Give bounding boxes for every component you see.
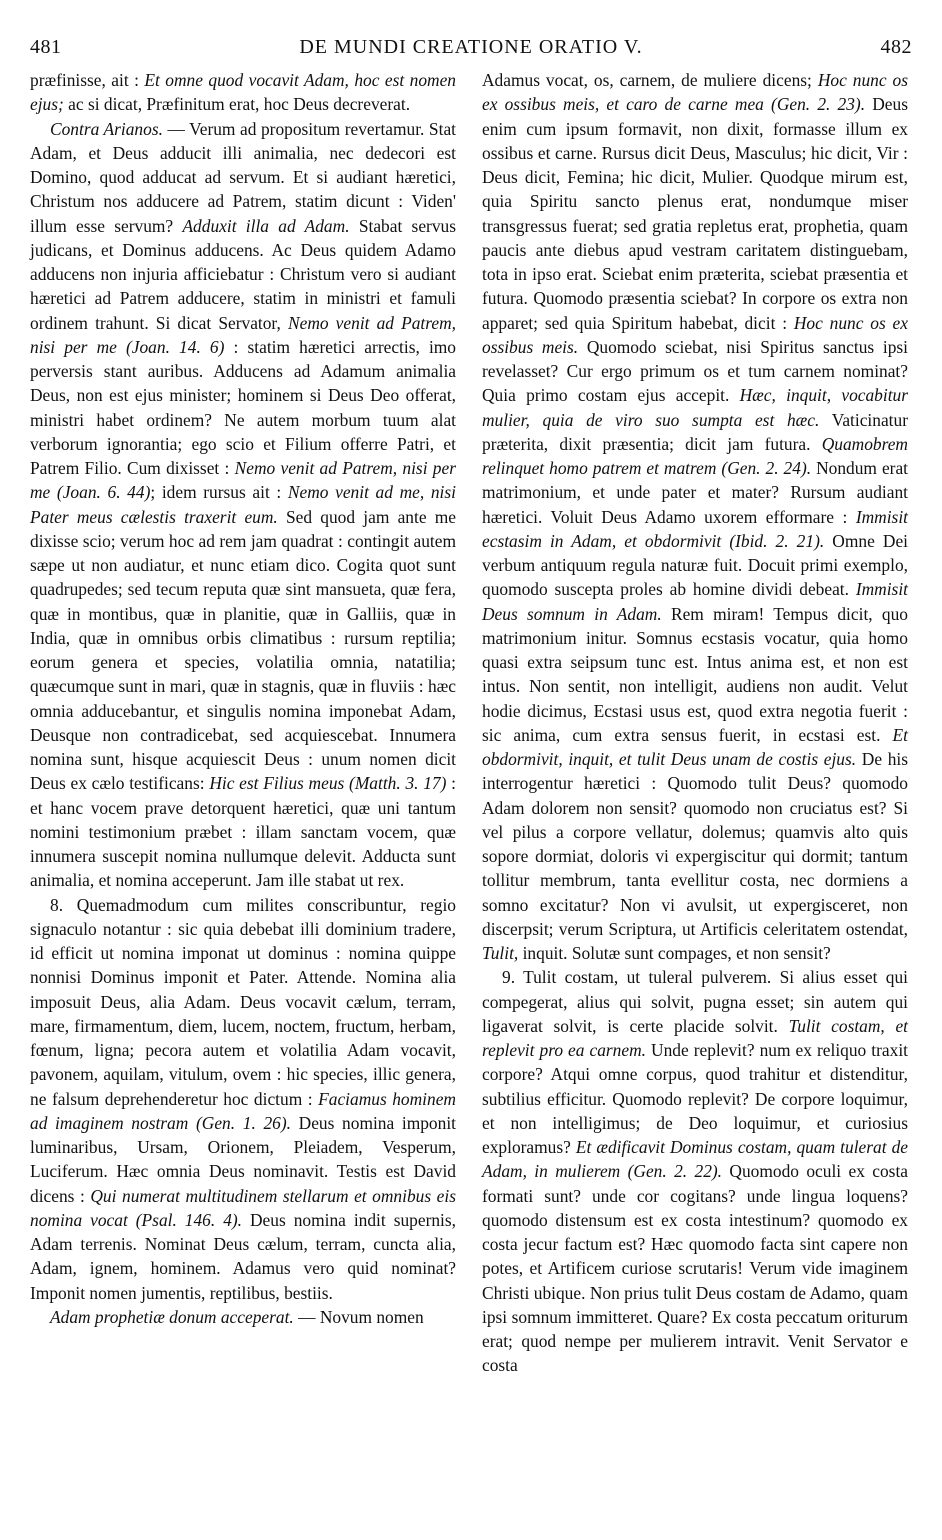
text-run: — Novum nomen: [293, 1306, 424, 1327]
italic-run: Quamobrem relinquet homo patrem et matrem (Gen. 2. 24).: [482, 433, 908, 478]
right-column: [482, 68, 908, 1378]
text-run: inquit. Solutæ sunt compages, et non sensit?: [518, 943, 831, 963]
italic-run: Qui numerat multitudinem stellarum et omnibus eis nomina vocat (Psal. 146. 4).: [30, 1185, 456, 1230]
text-run: Deus nomina imponit luminaribus, Ursam, Orionem, Pleiadem, Vesperum, Luciferum. Hæc omnia Deus nominavit. Testis est David dicens :: [30, 1112, 456, 1206]
text-run: Omne Dei verbum antiquum regula naturæ fuit. Docuit primi exemplo, quomodo suscepta proles ab homine dividi debeat.: [482, 530, 908, 600]
text-run: Vaticinatur præterita, dixit præsentia; dicit jam futura.: [482, 409, 908, 454]
italic-run: Immisit ecstasim in Adam, et obdormivit (Ibid. 2. 21).: [482, 506, 908, 551]
italic-run: Adam prophetiæ donum acceperat.: [50, 1306, 294, 1327]
italic-run: Tulit,: [482, 943, 519, 963]
running-title: DE MUNDI CREATIONE ORATIO V.: [299, 36, 643, 58]
left-column: [30, 68, 456, 1329]
text-run: ; idem rursus ait :: [150, 482, 288, 503]
running-head: [30, 36, 912, 62]
paragraph: [482, 68, 908, 965]
text-run: 9. Tulit costam, ut tuleral pulverem. Si alius esset qui compegerat, alius qui solvit, pugna esset; sin autem qui ligaverat solvit, is certe placide solvit.: [482, 967, 908, 1036]
italic-run: Hæc, inquit, vocabitur mulier, quia de viro suo sumpta est hæc.: [482, 385, 908, 430]
italic-run: Nemo venit ad Patrem, nisi per me (Joan. 6. 44): [30, 458, 456, 503]
text-run: præfinisse, ait :: [30, 70, 145, 90]
page-number-right: 482: [880, 36, 912, 58]
text-run: 8. Quemadmodum cum milites conscribuntur, regio signaculo notantur : sic quia debebat illi dominium tradere, id efficit ut nomina imponat ut dominus : nomina quippe nonnisi Dominus imponit et Pater. Attende. Nomina alia imposuit Deus, alia Adam. Deus vocavit cælum, terram, mare, firmamentum, diem, lucem, noctem, fructum, herbam, fœnum, ligna; pecora autem et volatilia Adam vocavit, pavonem, aquilam, vitulum, ovem : hic species, illic genera, ne falsum deprehenderetur hoc dictum :: [30, 894, 456, 1109]
paragraph: [482, 965, 908, 1377]
text-run: Quomodo sciebat, nisi Spiritus sanctus ipsi revelasset? Cur ergo primum os et tum carnem nominat? Quia primo costam ejus accepit.: [482, 336, 909, 406]
italic-run: Hoc nunc os ex ossibus meis, et caro de carne mea (Gen. 2. 23).: [482, 70, 908, 115]
text-run: De his interrogentur hæretici : Quomodo tulit Deus? quomodo Adam dolorem non sensit? quomodo non cruciatus est? Si vel pilus a corpore vellatur, dolemus; quamvis alto quis sopore dormiat, doloris vi expergiscitur qui dormit; tantum tollitur membrum, tanta evellitur costa, nec dormiens a somno excitatur? Non vi avulsit, ut expergisceret, non discerpsit; verum Scriptura, ut Artificis celeritatem ostendat,: [482, 749, 908, 939]
italic-run: Faciamus hominem ad imaginem nostram (Gen. 1. 26).: [30, 1088, 456, 1133]
italic-run: Adduxit illa ad Adam.: [182, 215, 350, 236]
text-run: Deus nomina indit supernis, Adam terrenis. Nominat Deus cælum, terram, cuncta alia, Adam, ignem, hominem. Adamus vero quid nominat? Imponit nomen jumentis, reptilibus, bestiis.: [30, 1209, 456, 1303]
page-number-left: 481: [30, 36, 62, 58]
text-run: Sed quod jam ante me dixisse scio; verum hoc ad rem jam quadrat : contingit autem sæpe ut non audiatur, et nunc etiam dico. Cogita quot sunt quadrupedes; sed tecum reputa quæ sint mansueta, quæ fera, quæ in montibus, quæ in planitie, quæ in Galliis, quæ in India, quæ in omnibus orbis climatibus : rursum reptilia; eorum genera et species, volatilia omnia, natatilia; quæcumque sunt in mari, quæ in stagnis, quæ in fluviis : hæc omnia adducebantur, et singulis nomina imponebat Adam, Deusque non contradicebat, sed acquiescebat. Innumera nomina sunt, hisque acquiescit Deus : unum nomen dicit Deus ex cælo testificans:: [30, 506, 456, 794]
italic-run: Et omne quod vocavit Adam, hoc est nomen ejus;: [30, 70, 456, 115]
italic-run: Nemo venit ad Patrem, nisi per me (Joan. 14. 6): [30, 312, 456, 357]
italic-run: Hic est Filius meus (Matth. 3. 17): [209, 773, 447, 794]
text-run: : et hanc vocem prave detorquent hæretici, quæ uni tantum nomini testimonium præbet : illam sanctam vocem, quæ innumera suscepit nomina nullumque delevit. Adducta sunt animalia, et nomina acceperunt. Jam ille stabat ut rex.: [30, 773, 456, 891]
text-run: Nondum erat matrimonium, et unde pater et mater? Rursum audiant hæretici. Voluit Deus Adamo uxorem efformare :: [482, 458, 909, 527]
paragraph: [30, 1305, 456, 1329]
text-run: : statim hæretici arrectis, imo perversis stant auribus. Adducens ad Adamum animalia Deus, non est ejus minister; hominem si Deus Deo offerat, ministri habet ordinem? Ne autem morbum tuum alat verborum ignorantia; ego scio et Filium offerre Patri, et Patrem Filio. Cum dixisset :: [30, 336, 457, 478]
paragraph: [30, 117, 456, 893]
italic-run: Immisit Deus somnum in Adam.: [482, 579, 908, 624]
text-run: Stabat servus judicans, et Dominus adducens. Ac Deus quidem Adamo adducens non injuria afficiebatur : Christum vero si audiant hæretici ad Patrem adducere, statim in ministri et famuli ordinem trahunt. Si dicat Servator,: [30, 215, 456, 333]
text-run: Rem miram! Tempus dicit, quo matrimonium initur. Somnus ecstasis vocatur, quia homo quasi extra seipsum tunc est. Intus anima est, et non est intus. Non sentit, non intelligit, audiens non audit. Velut hodie dicimus, Ecstasi usus est, quod extra negotia fuerit : sic anima, cum extra sensus fuerit, in ecstasi est.: [482, 603, 908, 745]
text-run: Quomodo oculi ex costa formati sunt? unde cor cogitans? unde lingua loquens? quomodo distensum est ex costa intestinum? quomodo ex costa jecur factum est? Hæc quomodo facta sint capere non potes, et Artificem curiose scrutaris! Verum vide imaginem Christi ubique. Non prius tulit Deus costam de Adamo, quam ipsi somnum immitteret. Quare? Ex costa peccatum oriturum erat; quod nempe per mulierem intravit. Venit Servator e costa: [482, 1161, 909, 1376]
italic-run: Et ædificavit Dominus costam, quam tulerat de Adam, in mulierem (Gen. 2. 22).: [482, 1137, 908, 1182]
italic-run: Tulit costam, et replevit pro ea carnem.: [482, 1015, 909, 1060]
text-run: — Verum ad propositum revertamur. Stat Adam, et Deus adducit illi animalia, nec dedecori est Domino, quod adducat ad servum. Et si audiant hæretici, Christum nos adducere ad Patrem, statim dicunt : Viden' illum esse servum?: [30, 118, 456, 236]
paragraph: [30, 68, 456, 117]
text-run: Unde replevit? num ex reliquo traxit corpore? Atqui omne corpus, quod trahitur et distenditur, subtilius efficitur. Quomodo replevit? De corpore loquimur, et non intelligimus; de Deo loquimur, et curiosius exploramus?: [482, 1040, 908, 1157]
italic-run: Et obdormivit, inquit, et tulit Deus unam de costis ejus.: [482, 724, 908, 769]
text-run: Adamus vocat, os, carnem, de muliere dicens;: [482, 70, 818, 90]
italic-run: Hoc nunc os ex ossibus meis.: [482, 312, 908, 357]
text-run: Deus enim cum ipsum formavit, non dixit, formasse illum ex ossibus et carne. Rursus dicit Deus, Masculus; hic dicit, Vir : Deus dicit, Femina; hic dicit, Mulier. Quodque mirum est, quia Spiritu sancto plenus erat, nondumque miser transgressus fuerat; sed gratia repletus erat, prophetia, quam paucis ante diebus apud vestram caritatem distinguebam, tota in ipso erat. Sciebat enim præterita, sciebat præsentia et futura. Quomodo præsentia sciebat? In corpore os extra non apparet; sed quia Spiritum habebat, dicit :: [482, 94, 908, 333]
paragraph: [30, 893, 456, 1305]
italic-run: Nemo venit ad me, nisi Pater meus cælestis traxerit eum.: [30, 482, 456, 527]
text-run: ac si dicat, Præfinitum erat, hoc Deus decreverat.: [63, 94, 411, 115]
italic-run: Contra Arianos.: [50, 118, 163, 139]
